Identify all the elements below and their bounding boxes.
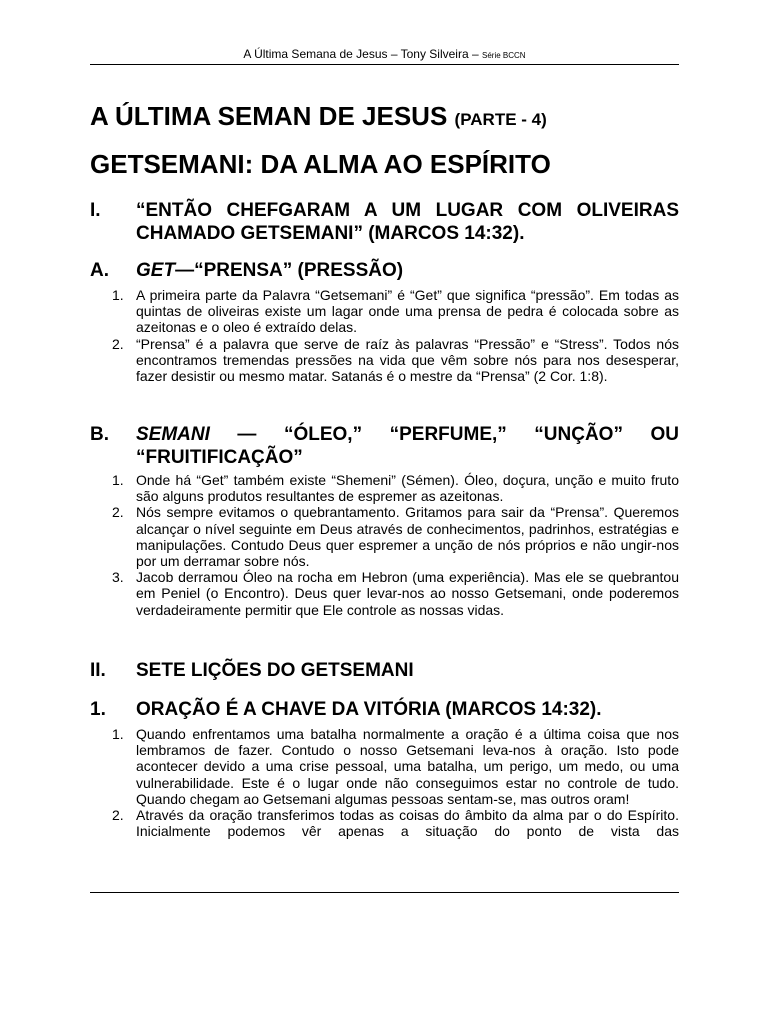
title-part: (PARTE - 4) (454, 110, 547, 129)
list-item (112, 569, 679, 618)
item-number: 2. (112, 335, 124, 352)
list-item (112, 726, 679, 807)
item-number: 1. (112, 287, 124, 303)
page-header (90, 47, 679, 63)
section-1-heading (90, 698, 679, 721)
item-text: A primeira parte da Palavra “Getsemani” é “Get” que significa “pressão”. Em todas as quintas de oliveiras existe um lagar onde uma prensa de pedra é colocada sobre as azeitonas e o oleo é extraído delas. (136, 287, 679, 336)
item-number: 1. (112, 726, 124, 742)
item-text: Onde há “Get” também existe “Shemeni” (Sémen). Óleo, doçura, unção e muito fruto são alguns produtos resultantes de espremer as azeitonas. (136, 472, 679, 505)
section-keyword: SEMANI (136, 424, 210, 445)
list-item (112, 504, 679, 570)
document-subtitle: GETSEMANI: DA ALMA AO ESPÍRITO (90, 149, 551, 179)
item-text: Através da oração transferimos todas as coisas do âmbito da alma par o do Espírito. Inicialmente podemos vêr apenas a situação do ponto de vista das (136, 807, 679, 840)
title-main: A ÚLTIMA SEMAN DE JESUS (90, 101, 448, 131)
section-title: — “ÓLEO,” “PERFUME,” “UNÇÃO” OU “FRUITIFICAÇÃO” (136, 424, 679, 468)
section-a-heading (90, 259, 679, 282)
list-item (112, 287, 679, 336)
section-number: B. (90, 424, 109, 445)
list-item (112, 335, 679, 385)
section-i-heading (90, 199, 679, 245)
document-title (90, 100, 690, 136)
list-item (112, 807, 679, 840)
list-item (112, 472, 679, 505)
section-title: ORAÇÃO É A CHAVE DA VITÓRIA (MARCOS 14:32). (136, 699, 602, 720)
section-1-list (112, 726, 679, 840)
item-text: Nós sempre evitamos o quebrantamento. Gritamos para sair da “Prensa”. Queremos alcançar o nível seguinte em Deus através de conhecimentos, padrinhos, estratégias e manipulações. Contudo Deus quer espremer a unção de nós próprios e não ungir-nos por um derramar sobre nós. (136, 504, 679, 570)
item-text: Jacob derramou Óleo na rocha em Hebron (uma experiência). Mas ele se quebrantou em Peniel (o Encontro). Deus quer levar-nos ao nosso Getsemani, onde poderemos verdadeiramente permitir que Ele controle as nossas vidas. (136, 569, 679, 618)
section-number: II. (90, 660, 106, 681)
item-text: Quando enfrentamos uma batalha normalmente a oração é a última coisa que nos lembramos de fazer. Contudo o nosso Getsemani leva-nos à oração. Isto pode acontecer devido a uma crise pessoal, uma batalha, um perigo, um medo, ou uma vulnerabilidade. Este é o lugar onde não conseguimos estar no controle de tudo. Quando chegam ao Getsemani algumas pessoas sentam-se, mas outros oram! (136, 726, 679, 807)
section-ii-heading (90, 659, 679, 682)
item-number: 3. (112, 569, 124, 586)
header-series: Série BCCN (482, 51, 526, 60)
header-rule (90, 64, 679, 65)
item-text: “Prensa” é a palavra que serve de raíz às palavras “Pressão” e “Stress”. Todos nós encontramos tremendas pressões na vida que vêm sobre nós para nos desesperar, fazer desistir ou mesmo matar. Satanás é o mestre da “Prensa” (2 Cor. 1:8). (136, 335, 679, 385)
section-a-list (112, 287, 679, 385)
section-title: —“PRENSA” (PRESSÃO) (175, 260, 404, 281)
item-number: 2. (112, 807, 124, 824)
item-number: 1. (112, 472, 124, 488)
section-number: I. (90, 200, 101, 221)
section-title: SETE LIÇÕES DO GETSEMANI (136, 660, 414, 681)
section-keyword: GET (136, 260, 176, 281)
section-b-list (112, 472, 679, 618)
section-number: A. (90, 260, 109, 281)
section-title: “ENTÃO CHEFGARAM A UM LUGAR COM OLIVEIRAS CHAMADO GETSEMANI” (MARCOS 14:32). (136, 200, 679, 244)
header-text: A Última Semana de Jesus – Tony Silveira – (243, 47, 479, 61)
section-b-heading (90, 423, 679, 469)
section-number: 1. (90, 699, 106, 720)
footer-rule (90, 892, 679, 893)
item-number: 2. (112, 504, 124, 521)
